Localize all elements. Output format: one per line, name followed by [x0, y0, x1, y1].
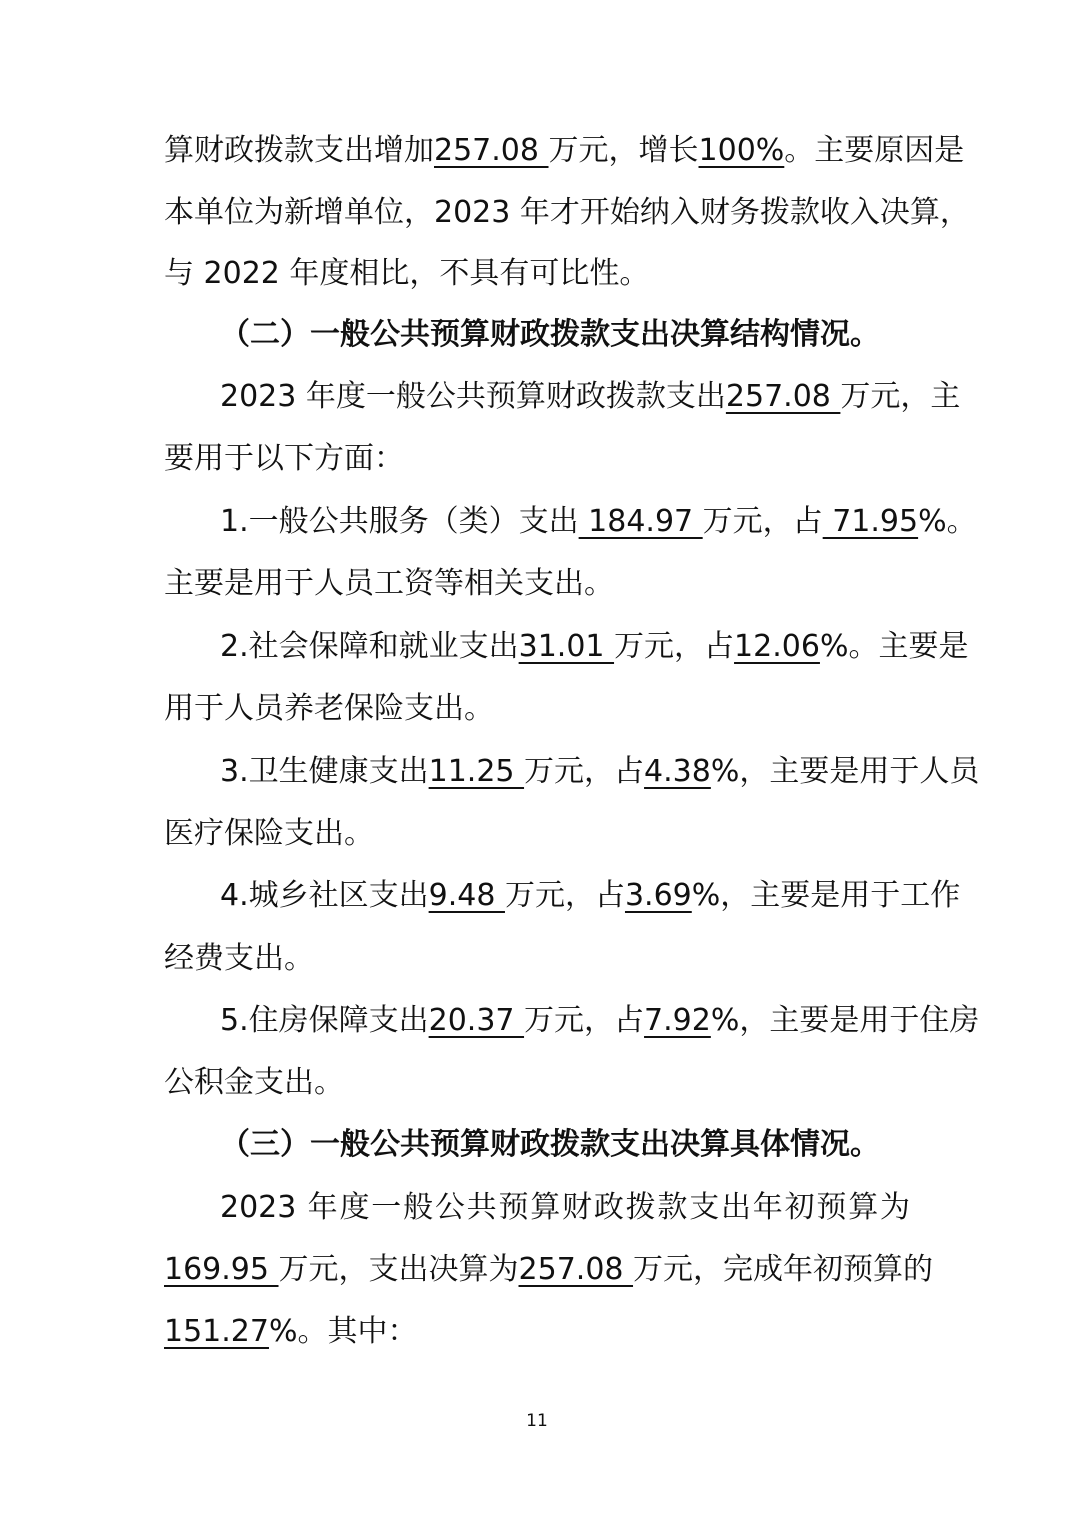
underlined-percent: 7.92 — [644, 1003, 711, 1038]
item-1-line-1 — [220, 499, 977, 545]
text: %，主要是用于工作 — [691, 878, 961, 913]
p2-line-2: 要用于以下方面： — [164, 441, 404, 476]
text: 万元，增长 — [548, 133, 699, 168]
text: 算财政拨款支出增加 — [164, 133, 434, 168]
text: 万元，占 — [702, 504, 823, 539]
item-5-line-2: 公积金支出。 — [164, 1065, 344, 1100]
p1-line-1 — [164, 128, 965, 174]
p1-line-2: 本单位为新增单位，2023 年才开始纳入财务拨款收入决算， — [164, 195, 970, 230]
text: 。主要原因是 — [784, 133, 965, 168]
underlined-amount: 31.01 — [518, 629, 615, 664]
page-number: 11 — [526, 1411, 548, 1431]
item-1-line-2: 主要是用于人员工资等相关支出。 — [164, 566, 614, 601]
underlined-percent: 100% — [698, 133, 785, 168]
text: 万元，完成年初预算的 — [633, 1252, 934, 1287]
item-3-line-2: 医疗保险支出。 — [164, 816, 374, 851]
text: %，主要是用于人员 — [710, 754, 980, 789]
p3-line-2 — [164, 1247, 934, 1293]
item-4-line-1 — [220, 873, 961, 919]
text: 2023 年度一般公共预算财政拨款支出 — [220, 379, 726, 414]
p1-line-3: 与 2022 年度相比，不具有可比性。 — [164, 256, 650, 291]
underlined-percent: 4.38 — [644, 754, 711, 789]
text: %。 — [918, 504, 977, 539]
text: 4.城乡社区支出 — [220, 878, 429, 913]
text: 万元，主 — [840, 379, 961, 414]
p3-line-3 — [164, 1309, 909, 1355]
p2-line-1 — [220, 374, 961, 420]
underlined-amount: 257.08 — [434, 133, 549, 168]
text: 万元，占 — [524, 1003, 645, 1038]
item-2-line-2: 用于人员养老保险支出。 — [164, 691, 494, 726]
text: 万元，占 — [614, 629, 735, 664]
text: 1.一般公共服务（类）支出 — [220, 504, 579, 539]
underlined-amount: 257.08 — [518, 1252, 634, 1287]
underlined-percent: 3.69 — [624, 878, 692, 913]
section-heading-3: （三）一般公共预算财政拨款支出决算具体情况。 — [220, 1127, 880, 1162]
text: 5.住房保障支出 — [220, 1003, 429, 1038]
text: %，主要是用于住房 — [710, 1003, 980, 1038]
text: %。其中： — [268, 1314, 418, 1349]
item-5-line-1 — [220, 998, 980, 1044]
underlined-percent: 12.06 — [734, 629, 820, 664]
text: 万元，支出决算为 — [278, 1252, 519, 1287]
item-3-line-1 — [220, 749, 980, 795]
underlined-amount: 11.25 — [428, 754, 525, 789]
underlined-amount: 169.95 — [164, 1252, 279, 1287]
section-heading-2: （二）一般公共预算财政拨款支出决算结构情况。 — [220, 317, 880, 352]
underlined-amount: 20.37 — [428, 1003, 525, 1038]
underlined-amount: 184.97 — [578, 504, 703, 539]
text: %。主要是 — [819, 629, 969, 664]
p3-line-1: 2023 年度一般公共预算财政拨款支出年初预算为 — [220, 1190, 910, 1225]
underlined-percent: 151.27 — [164, 1314, 269, 1349]
underlined-percent: 71.95 — [822, 504, 919, 539]
text: 万元，占 — [524, 754, 645, 789]
text: 2.社会保障和就业支出 — [220, 629, 519, 664]
text: 万元，占 — [504, 878, 625, 913]
item-2-line-1 — [220, 624, 969, 670]
text: 3.卫生健康支出 — [220, 754, 429, 789]
underlined-amount: 257.08 — [725, 379, 841, 414]
item-4-line-2: 经费支出。 — [164, 941, 314, 976]
underlined-amount: 9.48 — [428, 878, 505, 913]
